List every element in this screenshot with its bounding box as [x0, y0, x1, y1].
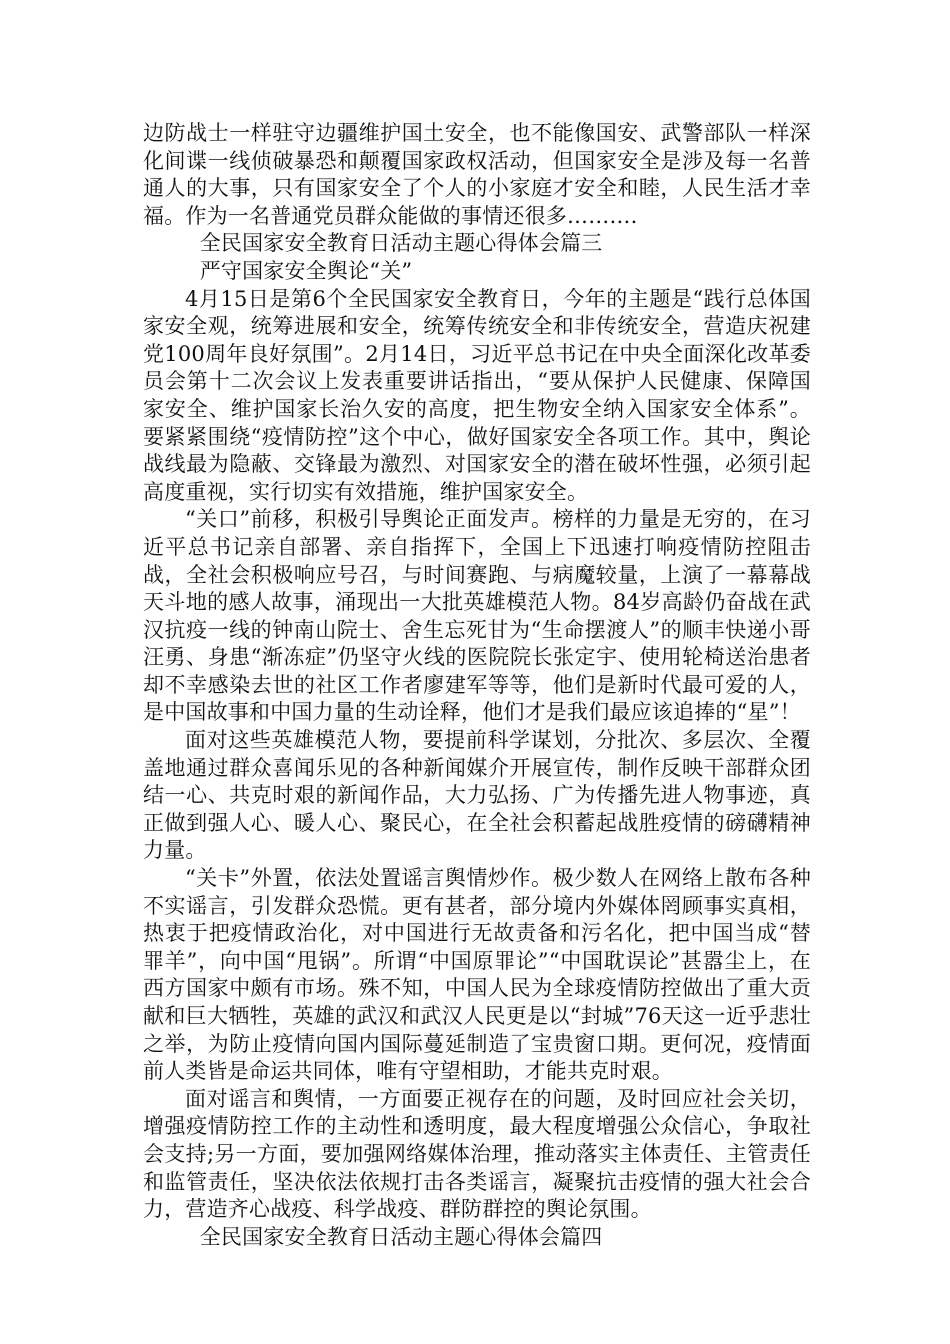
paragraph-response: 面对谣言和舆情，一方面要正视存在的问题，及时回应社会关切，增强疫情防控工作的主动性和透明度，最大程度增强公众信心，争取社会支持;另一方面，要加强网络媒体治理，推动落实主体责任、主管责任和监管责任，坚决依法依规打击各类谣言，凝聚抗击疫情的强大社会合力，营造齐心战疫、科学战疫、群防群控的舆论氛围。	[143, 1086, 811, 1222]
paragraph-heroes-publicity: 面对这些英雄模范人物，要提前科学谋划，分批次、多层次、全覆盖地通过群众喜闻乐见的各种新闻媒介开展宣传，制作反映干部群众团结一心、共克时艰的新闻作品，大力弘扬、广为传播先进人物事迹，真正做到强人心、暖人心、聚民心，在全社会积蓄起战胜疫情的磅礴精神力量。	[143, 728, 811, 863]
section-heading-part-four: 全民国家安全教育日活动主题心得体会篇四	[199, 1224, 603, 1249]
section-heading-part-three: 全民国家安全教育日活动主题心得体会篇三	[199, 231, 603, 256]
paragraph-intro: 4月15日是第6个全民国家安全教育日，今年的主题是“践行总体国家安全观，统筹进展和安全，统筹传统安全和非传统安全，营造庆祝建党100周年良好氛围”。2月14日，习近平总书记在中央全面深化改革委员会第十二次会议上发表重要讲话指出，“要从保护人民健康、保障国家安全、维护国家长治久安的高度，把生物安全纳入国家安全体系”。要紧紧围绕“疫情防控”这个中心，做好国家安全各项工作。其中，舆论战线最为隐蔽、交锋最为激烈、对国家安全的潜在破坏性强，必须引起高度重视，实行切实有效措施，维护国家安全。	[143, 286, 811, 504]
document-body	[143, 120, 811, 1251]
paragraph-continuation: 边防战士一样驻守边疆维护国土安全，也不能像国安、武警部队一样深化间谍一线侦破暴恐和颠覆国家政权活动，但国家安全是涉及每一名普通人的大事，只有国家安全了个人的小家庭才安全和睦，人民生活才幸福。作为一名普通党员群众能做的事情还很多……….	[143, 121, 811, 228]
article-title: 严守国家安全舆论“关”	[199, 258, 413, 283]
paragraph-rumors: “关卡”外置，依法处置谣言舆情炒作。极少数人在网络上散布各种不实谣言，引发群众恐慌。更有甚者，部分境内外媒体罔顾事实真相，热衷于把疫情政治化，对中国进行无故责备和污名化，把中国当成“替罪羊”，向中国“甩锅”。所谓“中国原罪论”“中国耽误论”甚嚣尘上，在西方国家中颇有市场。殊不知，中国人民为全球疫情防控做出了重大贡献和巨大牺牲，英雄的武汉和武汉人民更是以“封城”76天这一近乎悲壮之举，为防止疫情向国内国际蔓延制造了宝贵窗口期。更何况，疫情面前人类皆是命运共同体，唯有守望相助，才能共克时艰。	[143, 866, 811, 1084]
paragraph-guidance: “关口”前移，积极引导舆论正面发声。榜样的力量是无穷的，在习近平总书记亲自部署、亲自指挥下，全国上下迅速打响疫情防控阻击战，全社会积极响应号召，与时间赛跑、与病魔较量，上演了一幕幕战天斗地的感人故事，涌现出一大批英雄模范人物。84岁高龄仍奋战在武汉抗疫一线的钟南山院士、舍生忘死甘为“生命摆渡人”的顺丰快递小哥汪勇、身患“渐冻症”仍坚守火线的医院院长张定宇、使用轮椅送治患者却不幸感染去世的社区工作者廖建军等等，他们是新时代最可爱的人，是中国故事和中国力量的生动诠释，他们才是我们最应该追捧的“星”！	[143, 507, 811, 725]
